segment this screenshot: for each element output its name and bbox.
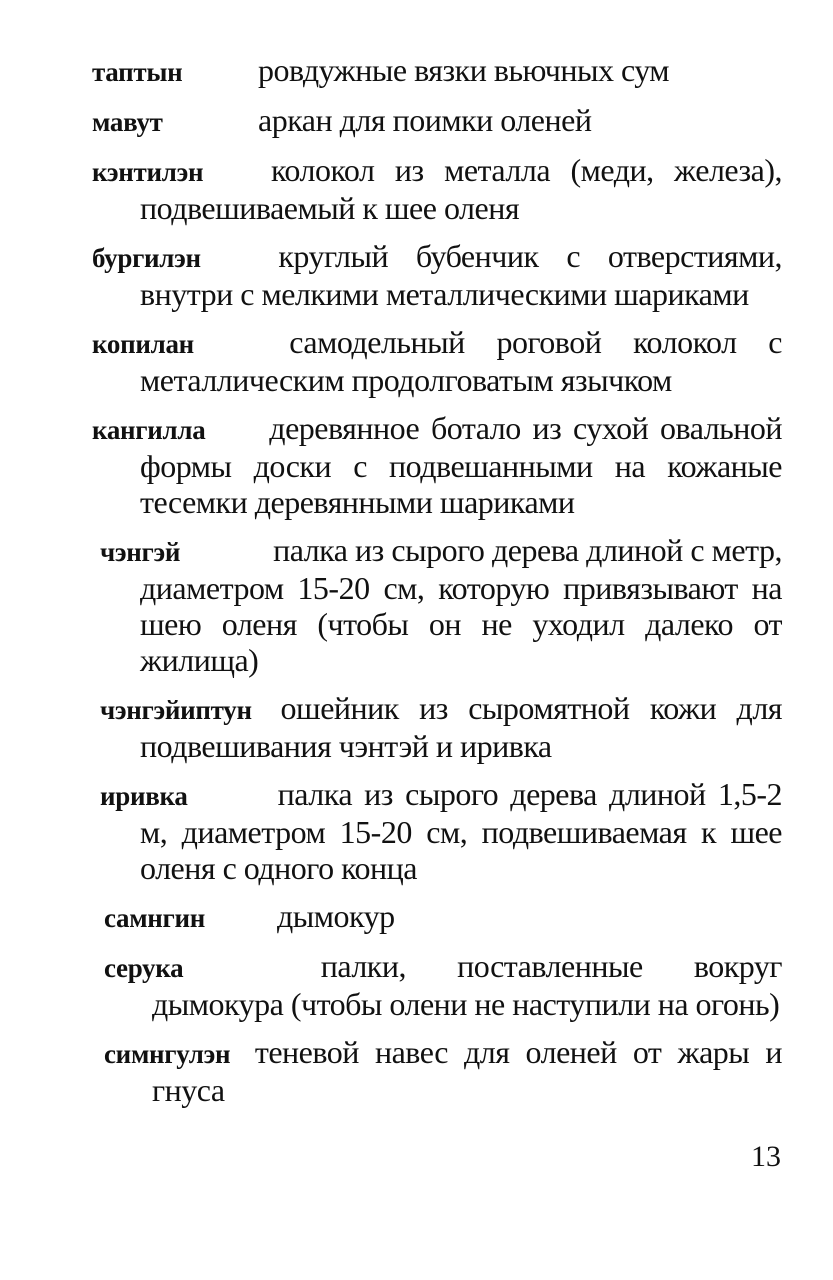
entry-term: серука (104, 953, 184, 983)
glossary-entry (92, 324, 782, 398)
glossary-entry (92, 102, 782, 140)
glossary-entry (104, 1034, 782, 1108)
entry-term: симнгулэн (104, 1039, 231, 1069)
glossary-entries (92, 52, 782, 1120)
entry-definition: ошейник из сыромятной кожи для подвешивания чэнтэй и иривка (140, 690, 783, 764)
entry-definition: аркан для поимки оленей (258, 102, 592, 138)
entry-definition: теневой навес для оленей от жары и гнуса (152, 1034, 783, 1108)
glossary-entry (100, 776, 782, 886)
entry-term: таптын (92, 57, 183, 87)
entry-term: чэнгэй (100, 537, 181, 567)
entry-term: самнгин (104, 903, 206, 933)
entry-term: бургилэн (92, 243, 201, 273)
entry-definition: колокол из металла (меди, железа), подвешиваемый к шее оленя (140, 152, 783, 226)
entry-term: кангилла (92, 415, 206, 445)
glossary-entry (92, 152, 782, 226)
glossary-entry (104, 948, 782, 1022)
entry-term: чэнгэйиптун (100, 695, 252, 725)
entry-definition: самодельный роговой колокол с металлическим продолговатым язычком (140, 324, 783, 398)
entry-term: копилан (92, 329, 194, 359)
entry-definition: палка из сырого дерева длиной с метр, диаметром 15-20 см, которую привязывают на шею оленя (чтобы он не уходил далеко от жилища) (140, 532, 783, 678)
glossary-entry (92, 410, 782, 520)
entry-definition: деревянное ботало из сухой овальной формы доски с подвешанными на кожаные тесемки деревянными шариками (140, 410, 783, 520)
glossary-entry (92, 52, 782, 90)
entry-definition: палка из сырого дерева длиной 1,5-2 м, диаметром 15-20 см, подвешиваемая к шее оленя с одного конца (140, 776, 783, 886)
entry-term: кэнтилэн (92, 157, 204, 187)
entry-term: мавут (92, 107, 163, 137)
glossary-entry (104, 898, 782, 936)
glossary-entry (100, 532, 782, 678)
entry-definition: круглый бубенчик с отверстиями, внутри с мелкими металлическими шариками (140, 238, 783, 312)
page-number: 13 (751, 1140, 781, 1173)
entry-definition: дымокур (277, 898, 395, 934)
entry-term: иривка (100, 781, 188, 811)
glossary-entry (92, 238, 782, 312)
entry-definition: палки, поставленные вокруг дымокура (чтобы олени не наступили на огонь) (152, 948, 783, 1022)
entry-definition: ровдужные вязки вьючных сум (258, 52, 670, 88)
glossary-entry (100, 690, 782, 764)
